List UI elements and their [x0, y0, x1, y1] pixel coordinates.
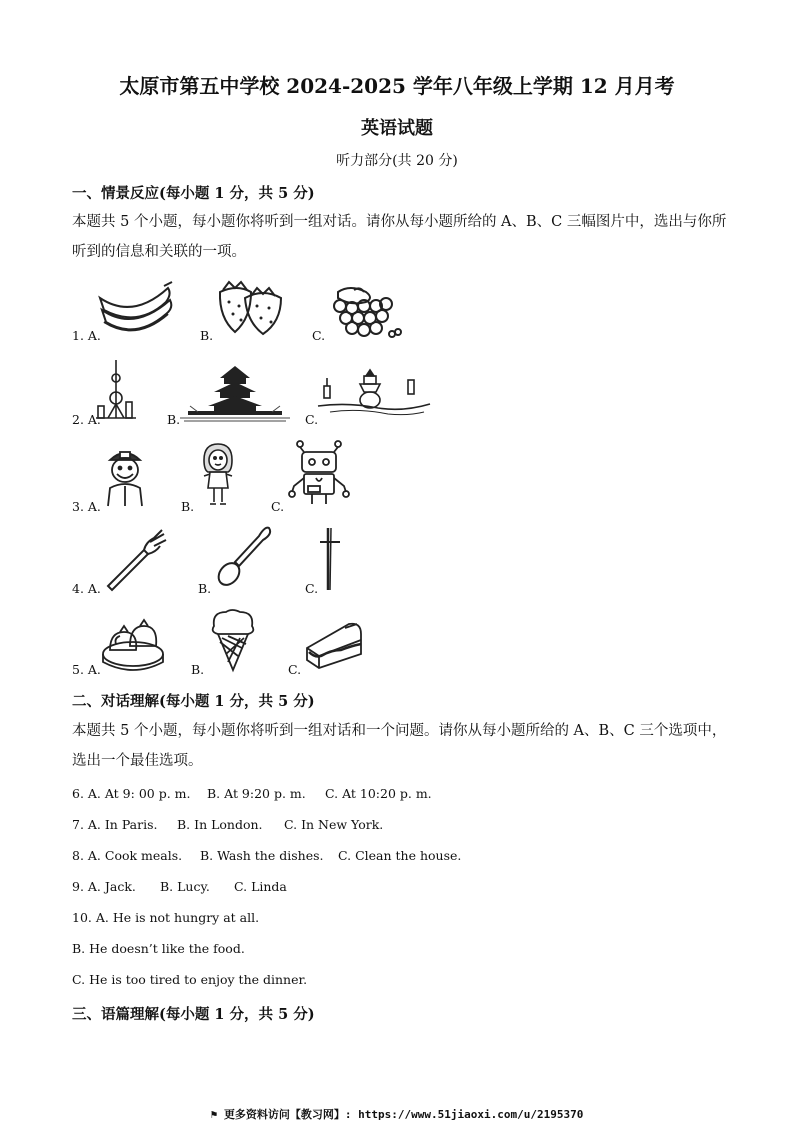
flag-icon: ⚑: [210, 1108, 218, 1121]
nurse-icon[interactable]: [102, 446, 148, 506]
q5-option-b-label: B.: [191, 662, 205, 677]
section1-heading: 一、情景反应(每小题 1 分，共 5 分): [72, 185, 315, 202]
page-title: 太原市第五中学校 2024-2025 学年八年级上学期 12 月月考: [119, 74, 675, 98]
sandwich-icon[interactable]: [305, 620, 365, 670]
tv-tower-icon[interactable]: [96, 360, 136, 422]
q4-option-a-label: 4. A.: [72, 581, 101, 596]
q2-option-b-label: B.: [167, 412, 181, 427]
q8-option-a: 8. A. Cook meals.: [72, 848, 183, 863]
q7-option-c: C. In New York.: [284, 817, 384, 832]
q7-option-b: B. In London.: [177, 817, 263, 832]
q10-option-c: C. He is too tired to enjoy the dinner.: [72, 972, 308, 987]
strawberries-icon[interactable]: [215, 280, 285, 335]
q2-option-c-label: C.: [305, 412, 319, 427]
q8-option-c: C. Clean the house.: [338, 848, 462, 863]
q10-option-b: B. He doesn’t like the food.: [72, 941, 245, 956]
chopsticks-icon[interactable]: [318, 528, 342, 592]
subject-title: 英语试题: [361, 118, 433, 139]
q5-option-c-label: C.: [288, 662, 302, 677]
section1-instruction: 本题共 5 个小题，每小题你将听到一组对话。请你从每小题所给的 A、B、C 三幅图片中，选出与你所听到的信息和关联的一项。: [72, 214, 727, 260]
section3-heading: 三、语篇理解(每小题 1 分，共 5 分): [72, 1006, 315, 1023]
footer-text: 更多资料访问【教习网】: https://www.51jiaoxi.com/u/2195370: [223, 1108, 584, 1121]
q7-option-a: 7. A. In Paris.: [72, 817, 158, 832]
pagoda-lake-icon[interactable]: [318, 368, 430, 420]
q3-option-b-label: B.: [181, 499, 195, 514]
q3-option-c-label: C.: [271, 499, 285, 514]
q3-option-a-label: 3. A.: [72, 499, 101, 514]
q9-option-a: 9. A. Jack.: [72, 879, 136, 894]
ice-cream-icon[interactable]: [208, 608, 258, 672]
fork-icon[interactable]: [104, 528, 168, 590]
q6-option-b: B. At 9:20 p. m.: [207, 786, 306, 801]
q1-option-c-label: C.: [312, 328, 326, 343]
q4-option-b-label: B.: [198, 581, 212, 596]
q9-option-c: C. Linda: [234, 879, 287, 894]
q1-option-a-label: 1. A.: [72, 328, 101, 343]
spoon-icon[interactable]: [215, 524, 273, 588]
temple-of-heaven-icon[interactable]: [180, 366, 290, 422]
part-heading: 听力部分(共 20 分): [336, 153, 458, 169]
q4-option-c-label: C.: [305, 581, 319, 596]
footer-link[interactable]: [0, 1106, 794, 1122]
q5-option-a-label: 5. A.: [72, 662, 101, 677]
q8-option-b: B. Wash the dishes.: [200, 848, 324, 863]
q2-option-a-label: 2. A.: [72, 412, 101, 427]
section2-heading: 二、对话理解(每小题 1 分，共 5 分): [72, 693, 315, 710]
section2-instruction: 本题共 5 个小题，每小题你将听到一组对话和一个问题。请你从每小题所给的 A、B、C 三个选项中，选出一个最佳选项。: [72, 723, 727, 769]
q9-option-b: B. Lucy.: [160, 879, 210, 894]
q10-option-a: 10. A. He is not hungry at all.: [72, 910, 260, 925]
grapes-icon[interactable]: [330, 284, 410, 342]
q6-option-c: C. At 10:20 p. m.: [325, 786, 432, 801]
bananas-icon[interactable]: [98, 280, 178, 340]
q6-option-a: 6. A. At 9: 00 p. m.: [72, 786, 191, 801]
robot-icon[interactable]: [288, 440, 350, 506]
q1-option-b-label: B.: [200, 328, 214, 343]
dumplings-icon[interactable]: [100, 614, 166, 672]
girl-icon[interactable]: [200, 442, 236, 508]
